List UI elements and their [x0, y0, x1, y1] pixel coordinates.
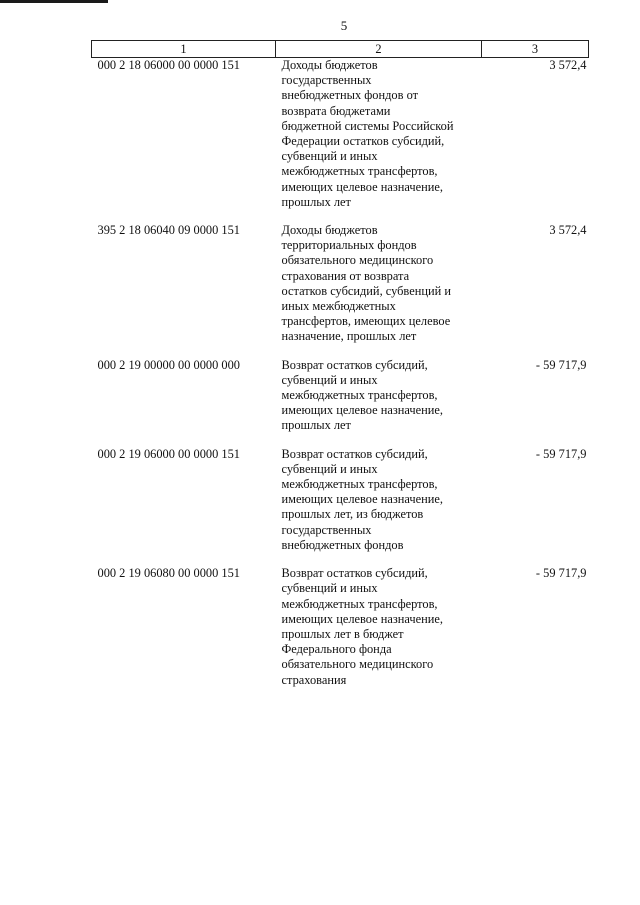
income-description [276, 447, 482, 566]
description-line: обязательного медицинского [281, 657, 434, 672]
description-line: страхования от возврата [281, 268, 410, 283]
budget-code: 395 2 18 06040 09 0000 151 [97, 223, 240, 238]
budget-table [91, 40, 589, 701]
description-line: прошлых лет [281, 418, 351, 433]
description-line: прошлых лет в бюджет [281, 626, 404, 641]
page-number: 5 [340, 18, 348, 33]
description-line: обязательного медицинского [281, 253, 434, 268]
description-line: бюджетной системы Российской [281, 118, 454, 133]
scan-edge-mark [0, 0, 108, 3]
description-line: назначение, прошлых лет [281, 329, 417, 344]
header-col-code: 1 [92, 41, 276, 58]
description-line: Возврат остатков субсидий, [281, 357, 428, 372]
description-line: иных межбюджетных [281, 299, 396, 314]
description-line: Доходы бюджетов [281, 223, 378, 238]
description-line: субвенций и иных [281, 581, 378, 596]
description-line: Доходы бюджетов [281, 58, 378, 72]
description-line: остатков субсидий, субвенций и [281, 283, 451, 298]
description-line: имеющих целевое назначение, [281, 492, 443, 507]
description-line: Федерального фонда [281, 642, 392, 657]
description-line: внебюджетных фондов от [281, 88, 419, 103]
description-line: внебюджетных фондов [281, 537, 404, 552]
description-line: Возврат остатков субсидий, [281, 566, 428, 581]
table-row [92, 447, 589, 566]
table-body [92, 58, 589, 701]
header-col-name: 2 [276, 41, 482, 58]
description-line: межбюджетных трансфертов, [281, 164, 438, 179]
description-line: межбюджетных трансфертов, [281, 596, 438, 611]
header-row [92, 41, 589, 58]
description-line: имеющих целевое назначение, [281, 611, 443, 626]
description-line: трансфертов, имеющих целевое [281, 314, 451, 329]
description-line: межбюджетных трансфертов, [281, 477, 438, 492]
description-line: Федерации остатков субсидий, [281, 134, 445, 149]
description-line: имеющих целевое назначение, [281, 403, 443, 418]
income-description [276, 223, 482, 358]
description-line: возврата бюджетами [281, 103, 391, 118]
amount-value: - 59 717,9 [535, 446, 587, 461]
table-row [92, 358, 589, 447]
description-line: имеющих целевое назначение, [281, 179, 443, 194]
description-line: межбюджетных трансфертов, [281, 388, 438, 403]
description-line: субвенций и иных [281, 149, 378, 164]
description-line: субвенций и иных [281, 461, 378, 476]
description-line: субвенций и иных [281, 372, 378, 387]
budget-code: 000 2 19 00000 00 0000 000 [97, 357, 240, 372]
income-description [276, 58, 482, 224]
table-row [92, 223, 589, 358]
income-description [276, 566, 482, 701]
description-line: прошлых лет, из бюджетов [281, 507, 424, 522]
header-col-amount: 3 [482, 41, 589, 58]
budget-code: 000 2 19 06080 00 0000 151 [97, 566, 240, 581]
budget-code: 000 2 18 06000 00 0000 151 [97, 58, 240, 72]
table-row [92, 566, 589, 701]
amount-value: - 59 717,9 [535, 566, 587, 581]
income-description [276, 358, 482, 447]
budget-code: 000 2 19 06000 00 0000 151 [97, 446, 240, 461]
table-row [92, 58, 589, 224]
amount-value: - 59 717,9 [535, 357, 587, 372]
description-line: государственных [281, 73, 372, 88]
description-line: территориальных фондов [281, 238, 417, 253]
description-line: прошлых лет [281, 194, 351, 209]
description-line: Возврат остатков субсидий, [281, 446, 428, 461]
description-line: государственных [281, 522, 372, 537]
amount-value: 3 572,4 [549, 58, 587, 72]
description-line: страхования [281, 672, 347, 687]
table-header [92, 41, 589, 58]
amount-value: 3 572,4 [549, 223, 587, 238]
